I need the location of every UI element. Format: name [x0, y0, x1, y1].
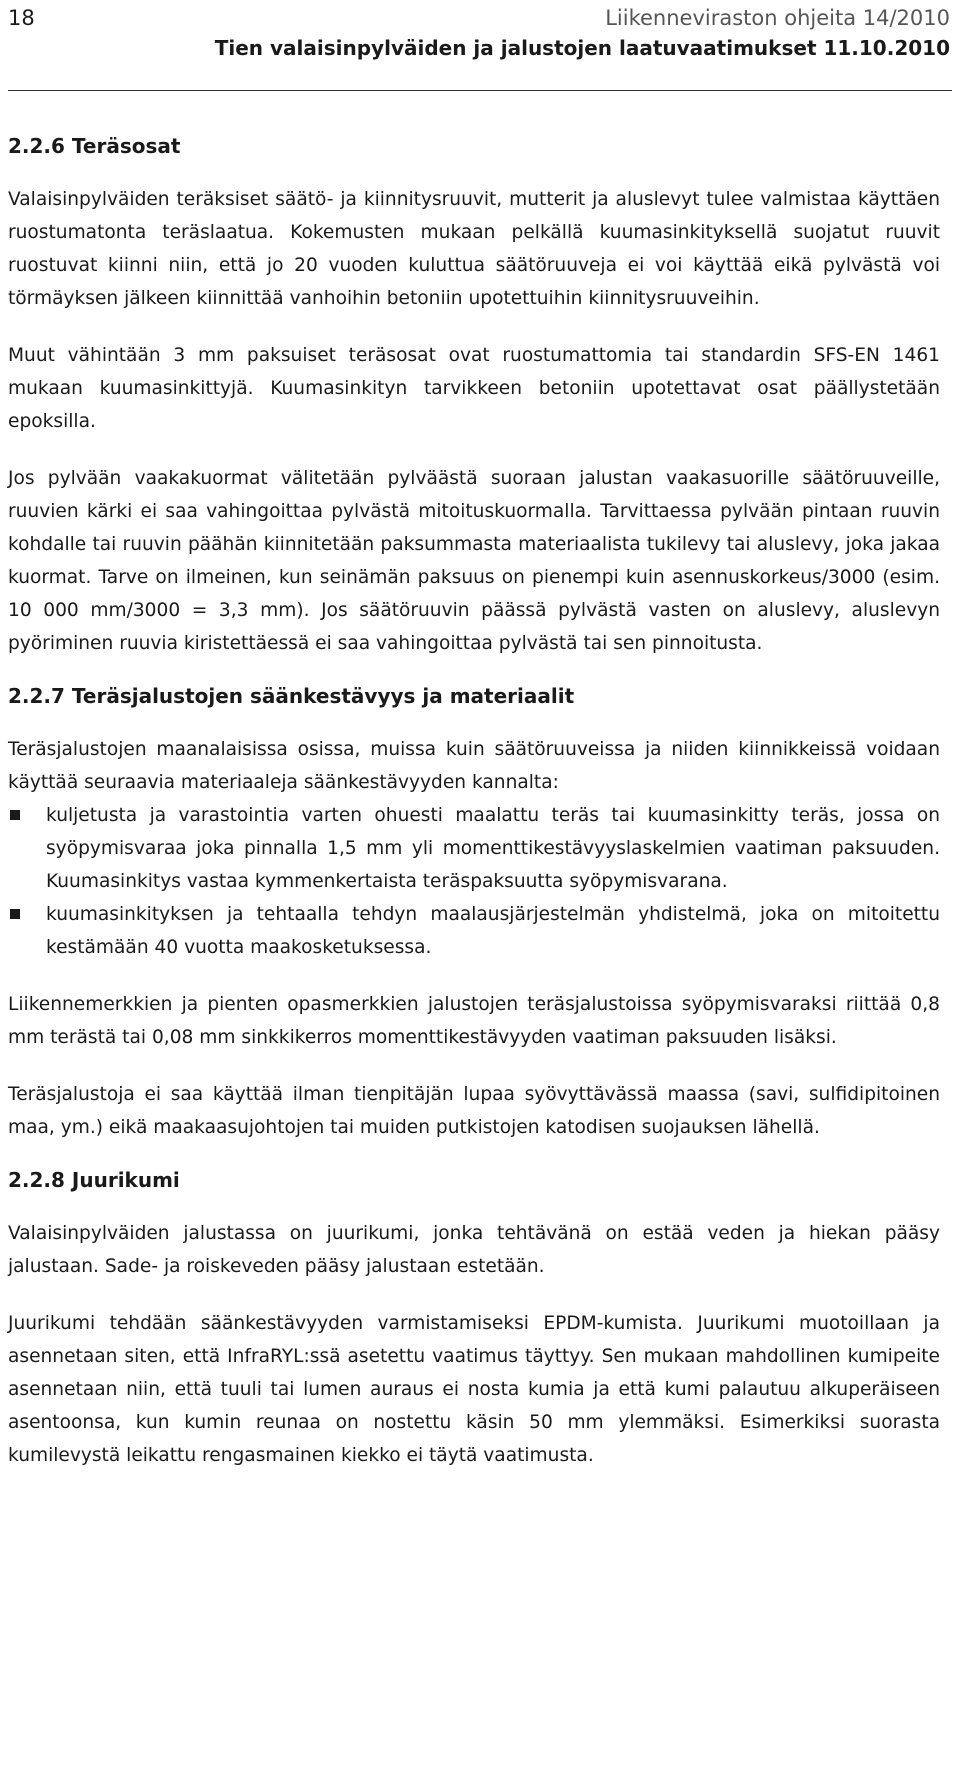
list-item-text: kuljetusta ja varastointia varten ohuesti maalattu teräs tai kuumasinkitty teräs, jossa on syöpymisvaraa joka pinnalla 1,5 mm yli momenttikestävyyslaskelmien vaatiman paksuuden. Kuumasinkitys vastaa kymmenkertaista teräspaksuutta syöpymisvarana. [46, 805, 940, 892]
square-bullet-icon [10, 810, 20, 820]
page-header [0, 0, 960, 100]
paragraph: Valaisinpylväiden jalustassa on juurikumi, jonka tehtävänä on estää veden ja hiekan pääsy jalustaan. Sade- ja roiskeveden pääsy jalustaan estetään. [8, 1223, 940, 1277]
paragraph: Teräsjalustojen maanalaisissa osissa, muissa kuin säätöruuveissa ja niiden kiinnikkeissä voidaan käyttää seuraavia materiaaleja säänkestävyyden kannalta: [8, 739, 940, 793]
paragraph: Teräsjalustoja ei saa käyttää ilman tienpitäjän lupaa syövyttävässä maassa (savi, sulfidipitoinen maa, ym.) eikä maakaasujohtojen tai muiden putkistojen katodisen suojauksen lähellä. [8, 1084, 940, 1138]
list-item-text: kuumasinkityksen ja tehtaalla tehdyn maalausjärjestelmän yhdistelmä, joka on mitoitettu kestämään 40 vuotta maakosketuksessa. [46, 904, 940, 958]
page-number: 18 [8, 6, 35, 30]
materials-list [8, 799, 940, 964]
section-2-2-8 [8, 1166, 940, 1472]
list-item [8, 799, 940, 898]
section-heading: 2.2.6 Teräsosat [8, 134, 181, 158]
section-heading: 2.2.7 Teräsjalustojen säänkestävyys ja materiaalit [8, 684, 575, 708]
paragraph: Juurikumi tehdään säänkestävyyden varmistamiseksi EPDM-kumista. Juurikumi muotoillaan ja asennetaan siten, että InfraRYL:ssä asetettu vaatimus täyttyy. Sen mukaan mahdollinen kumipeite asennetaan niin, että tuuli tai lumen auraus ei nosta kumia ja että kumi palautuu alkuperäiseen asentoonsa, kun kumin reunaa on nostettu käsin 50 mm ylemmäksi. Esimerkiksi suorasta kumilevystä leikattu rengasmainen kiekko ei täytä vaatimusta. [8, 1313, 940, 1466]
paragraph: Valaisinpylväiden teräksiset säätö- ja kiinnitysruuvit, mutterit ja aluslevyt tulee valmistaa käyttäen ruostumatonta teräslaatua. Kokemusten mukaan pelkällä kuumasinkityksellä suojatut ruuvit ruostuvat kiinni niin, että jo 20 vuoden kuluttua säätöruuveja ei voi käyttää eikä pylvästä voi törmäyksen jälkeen kiinnittää vanhoihin betoniin upotettuihin kiinnitysruuveihin. [8, 189, 940, 309]
publication-title: Liikenneviraston ohjeita 14/2010 [605, 6, 950, 30]
list-item [8, 898, 940, 964]
paragraph: Liikennemerkkien ja pienten opasmerkkien jalustojen teräsjalustoissa syöpymisvaraksi riittää 0,8 mm terästä tai 0,08 mm sinkkikerros momenttikestävyyden vaatiman paksuuden lisäksi. [8, 994, 940, 1048]
section-2-2-7 [8, 682, 940, 1144]
paragraph: Muut vähintään 3 mm paksuiset teräsosat ovat ruostumattomia tai standardin SFS-EN 1461 mukaan kuumasinkittyjä. Kuumasinkityn tarvikkeen betoniin upotettavat osat päällystetään epoksilla. [8, 345, 940, 432]
document-body [8, 132, 940, 1472]
section-heading: 2.2.8 Juurikumi [8, 1168, 180, 1192]
header-divider [8, 90, 952, 91]
square-bullet-icon [10, 909, 20, 919]
section-2-2-6 [8, 132, 940, 660]
publication-subtitle: Tien valaisinpylväiden ja jalustojen laatuvaatimukset 11.10.2010 [214, 36, 950, 60]
paragraph: Jos pylvään vaakakuormat välitetään pylväästä suoraan jalustan vaakasuorille säätöruuveille, ruuvien kärki ei saa vahingoittaa pylvästä mitoituskuormalla. Tarvittaessa pylvään pintaan ruuvin kohdalle tai ruuvin päähän kiinnitetään paksummasta materiaalista tukilevy tai aluslevy, joka jakaa kuormat. Tarve on ilmeinen, kun seinämän paksuus on pienempi kuin asennuskorkeus/3000 (esim. 10 000 mm/3000 = 3,3 mm). Jos säätöruuvin päässä pylvästä vasten on aluslevy, aluslevyn pyöriminen ruuvia kiristettäessä ei saa vahingoittaa pylvästä tai sen pinnoitusta. [8, 468, 940, 654]
